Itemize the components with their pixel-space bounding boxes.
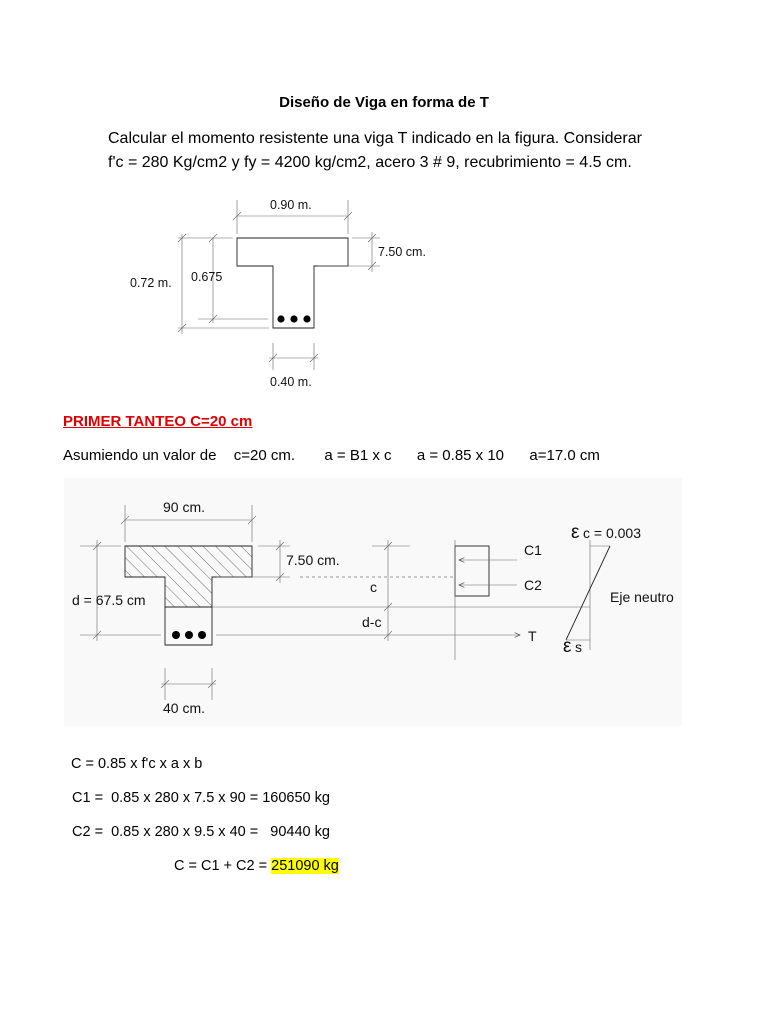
strain-s-symbol: ε (563, 636, 572, 657)
label-effective-depth-fig1: 0.675 (191, 270, 223, 284)
section-heading: PRIMER TANTEO C=20 cm (63, 413, 253, 430)
assumption-part-5: a=17.0 cm (529, 447, 600, 464)
label-flange-width-fig1: 0.90 m. (270, 198, 312, 212)
label-flange-thickness-fig1: 7.50 cm. (378, 245, 426, 259)
label-flange-thickness-fig2: 7.50 cm. (286, 552, 340, 568)
assumption-part-1: Asumiendo un valor de (63, 447, 217, 464)
equation-c-total (174, 858, 339, 874)
equation-c-total-value: 251090 kg (271, 858, 339, 874)
equation-c-general: C = 0.85 x f'c x a x b (71, 756, 203, 772)
label-c1: C1 (524, 542, 542, 558)
assumption-part-3: a = В1 x c (324, 447, 392, 464)
label-total-height-fig1: 0.72 m. (130, 276, 172, 290)
label-web-width-fig1: 0.40 m. (270, 375, 312, 389)
label-depth-fig2: d = 67.5 cm (72, 592, 146, 608)
equation-c-total-prefix: C = C1 + C2 = (174, 858, 272, 874)
assumption-part-4: a = 0.85 x 10 (416, 447, 505, 464)
rebars-fig2 (172, 631, 206, 639)
label-t: T (528, 628, 537, 644)
label-web-width-fig2: 40 cm. (163, 700, 206, 716)
problem-line-1: Calcular el momento resistente una viga T indicado en la figura. Considerar (108, 130, 642, 147)
problem-line-2: f'c = 280 Kg/cm2 y fy = 4200 kg/cm2, acero 3 # 9, recubrimiento = 4.5 cm. (108, 154, 632, 171)
equation-c1: C1 = 0.85 x 280 x 7.5 x 90 = 160650 kg (72, 790, 330, 806)
strain-c-symbol: ε (571, 522, 580, 543)
strain-c-label: c = 0.003 (583, 525, 641, 541)
neutral-axis-label: Eje neutro (610, 589, 674, 605)
equation-c2: C2 = 0.85 x 280 x 9.5 x 40 = 90440 kg (72, 824, 330, 840)
label-c2: C2 (524, 577, 542, 593)
figure-2-background (64, 478, 682, 726)
assumption-part-2: c=20 cm. (233, 447, 296, 464)
label-d-minus-c: d-c (362, 614, 382, 630)
document-title: Diseño de Viga en forma de T (279, 94, 489, 111)
label-c: c (370, 579, 377, 595)
label-flange-width-fig2: 90 cm. (163, 499, 206, 515)
strain-s-label: s (575, 639, 582, 655)
